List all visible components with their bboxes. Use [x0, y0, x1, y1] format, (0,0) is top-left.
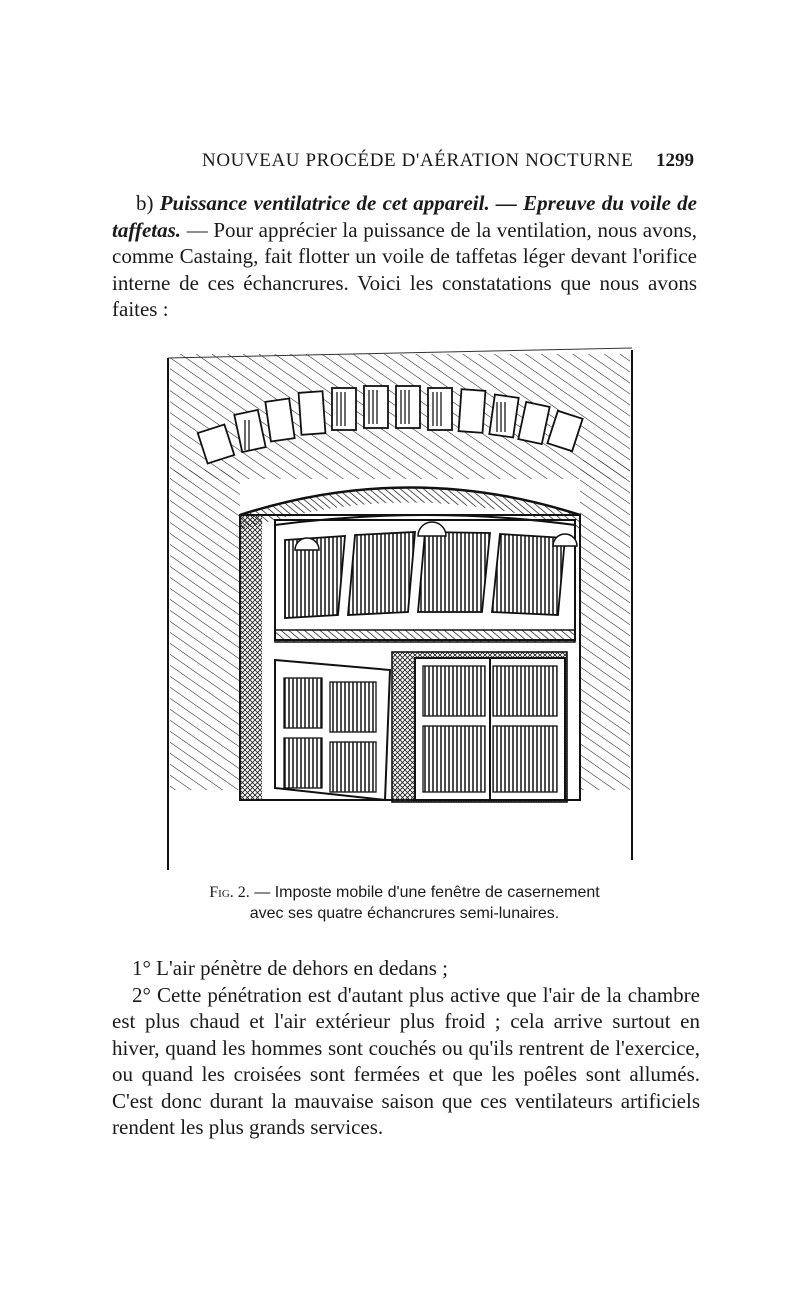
observation-list [112, 955, 700, 1141]
list-item: 1° L'air pénètre de dehors en dedans ; [132, 956, 448, 980]
figure-caption [112, 882, 697, 924]
caption-line-2: avec ses quatre échancrures semi-lunaires. [249, 905, 560, 922]
intro-paragraph [112, 190, 697, 323]
running-head [110, 150, 700, 176]
intro-text: — Pour apprécier la puissance de la ventilation, nous avons, comme Castaing, fait flotter un voile de taffetas léger devant l'orifice interne de ces échancrures. Voici les constatations que nous avons faites : [112, 217, 698, 321]
caption-line-1: — Imposte mobile d'une fenêtre de casernement [254, 884, 600, 901]
figure-label: Fig. 2. [209, 884, 250, 901]
section-title: Puissance ventilatrice de cet appareil. — Epreuve du voile de taffetas. [112, 191, 697, 242]
running-title: NOUVEAU PROCÉDE D'AÉRATION NOCTURNE [202, 150, 634, 171]
page-number: 1299 [656, 150, 694, 171]
section-marker: b) [136, 191, 154, 215]
list-item: 2° Cette pénétration est d'autant plus active que l'air de la chambre est plus chaud et l'air extérieur plus froid ; cela arrive surtout en hiver, quand les hommes sont couchés ou qu'ils rentrent de l'exercice, ou quand les croisées sont fermées et que les poêles sont allumés. C'est donc durant la mauvaise saison que ces ventilateurs artificiels rendent les plus grands services. [112, 982, 700, 1139]
window-illustration [160, 340, 638, 870]
window-drawing [160, 340, 638, 870]
